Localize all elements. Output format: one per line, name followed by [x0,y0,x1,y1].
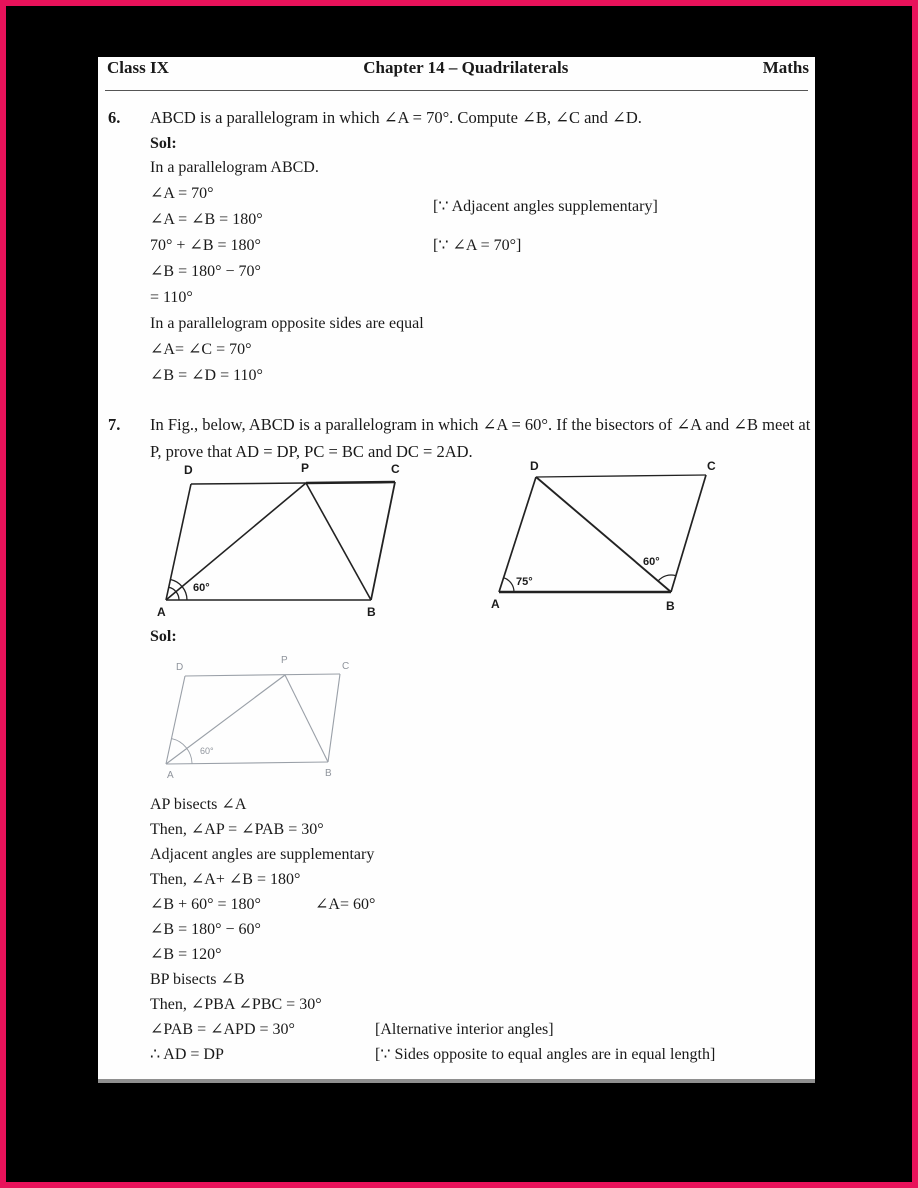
edge-pc [306,482,395,483]
solution-text: In a parallelogram ABCD. [150,159,319,176]
solution-text: Adjacent angles are supplementary [150,846,375,863]
solution-text: AP bisects ∠A [150,796,247,813]
solution-line [150,992,809,1017]
vertex-label-c: C [342,661,350,672]
question-6 [98,107,815,129]
bisector-bp [306,483,371,600]
vertex-label-p: P [301,461,310,475]
solution-label: Sol: [150,628,177,645]
angle-arc-a [504,578,514,592]
question-7-solution [150,792,809,1067]
equation-text: ∠A = ∠B = 180° [150,211,263,228]
question-7-text: In Fig., below, ABCD is a parallelogram in which ∠A = 60°. If the bisectors of ∠A and ∠B meet at P, prove that AD = DP, PC = BC and DC = 2AD. [150,415,811,461]
solution-line [150,233,809,259]
vertex-label-a: A [157,605,166,619]
vertex-label-c: C [391,462,400,476]
reason-note: [∵ Adjacent angles supplementary] [433,198,658,215]
document-page [98,57,815,1083]
reason-note: [∵ Sides opposite to equal angles are in equal length] [375,1046,716,1063]
edge-cb [371,482,395,600]
solution-line [150,259,809,285]
angle-label-60: 60° [643,556,660,568]
solution-line [150,337,809,363]
edge-ba [166,762,328,764]
vertex-label-a: A [491,597,500,611]
header-chapter-title: Chapter 14 – Quadrilaterals [363,58,569,77]
equation-text: Then, ∠PBA ∠PBC = 30° [150,996,322,1013]
question-6-number: 6. [108,108,121,127]
edge-cb [328,674,340,762]
equation-text: ∠B + 60° = 180° [150,896,261,913]
vertex-label-d: D [530,459,539,473]
equation-text: ∠A= ∠C = 70° [150,341,252,358]
edge-cb [671,475,706,592]
diagonal-db [536,477,671,592]
angle-arc-b [658,575,676,581]
solution-line [150,1017,809,1042]
vertex-label-b: B [367,605,376,619]
angle-arc-a [172,739,193,764]
angle-label-60: 60° [193,582,210,594]
solution-line [150,817,809,842]
solution-line [150,867,809,892]
equation-text: ∠B = 180° − 70° [150,263,261,280]
equation-text: ∠PAB = ∠APD = 30° [150,1021,295,1038]
solution-line [150,792,809,817]
header-class: Class IX [107,58,169,77]
equation-text: Then, ∠AP = ∠PAB = 30° [150,821,324,838]
figure-3-hand-sketch [160,649,360,792]
equation-text: ∠A = 70° [150,185,214,202]
equation-side-text: ∠A= 60° [315,896,376,913]
solution-line [150,967,809,992]
vertex-label-a: A [167,770,174,781]
vertex-label-d: D [176,662,184,673]
edge-dc [185,674,340,676]
bisector-ap [166,675,285,764]
figure-1-parallelogram-bisectors [148,457,418,627]
solution-line [150,311,809,337]
equation-text: ∠B = 120° [150,946,222,963]
equation-text: ∠B = ∠D = 110° [150,367,263,384]
solution-line [150,198,809,233]
edge-ad [166,676,185,764]
edge-dc [536,475,706,477]
header-subject: Maths [762,58,809,77]
equation-text: Then, ∠A+ ∠B = 180° [150,871,301,888]
equation-text: ∠B = 180° − 60° [150,921,261,938]
figure-1-svg [148,457,418,622]
solution-line [150,842,809,867]
vertex-label-d: D [184,463,193,477]
vertex-label-c: C [707,459,716,473]
solution-text: In a parallelogram opposite sides are equal [150,315,424,332]
solution-line [150,917,809,942]
solution-line [150,155,809,181]
header-divider [105,90,808,91]
angle-label-75: 75° [516,576,533,588]
solution-text: BP bisects ∠B [150,971,245,988]
equation-text: ∴ AD = DP [150,1046,224,1063]
angle-label-60: 60° [200,746,214,756]
solution-label: Sol: [150,135,177,152]
figure-2-parallelogram-diagonal [474,457,724,627]
equation-text: = 110° [150,289,193,306]
figure-2-svg [474,457,724,622]
equation-text: 70° + ∠B = 180° [150,237,261,254]
solution-line [150,942,809,967]
edge-dp [191,483,306,484]
question-6-text: ABCD is a parallelogram in which ∠A = 70°. Compute ∠B, ∠C and ∠D. [150,108,642,127]
solution-line [150,363,809,389]
vertex-label-b: B [666,599,675,613]
edge-ad [499,477,536,592]
bisector-bp [285,675,328,762]
reason-note: [Alternative interior angles] [375,1021,554,1038]
solution-line [150,1042,809,1067]
figure-3-svg [160,649,360,787]
vertex-label-p: P [281,655,288,666]
solution-line [150,285,809,311]
reason-note: [∵ ∠A = 70°] [433,237,522,254]
vertex-label-b: B [325,768,332,779]
question-7-number: 7. [108,415,121,434]
solution-line [150,892,809,917]
question-6-solution [150,133,809,389]
page-header [98,58,815,78]
